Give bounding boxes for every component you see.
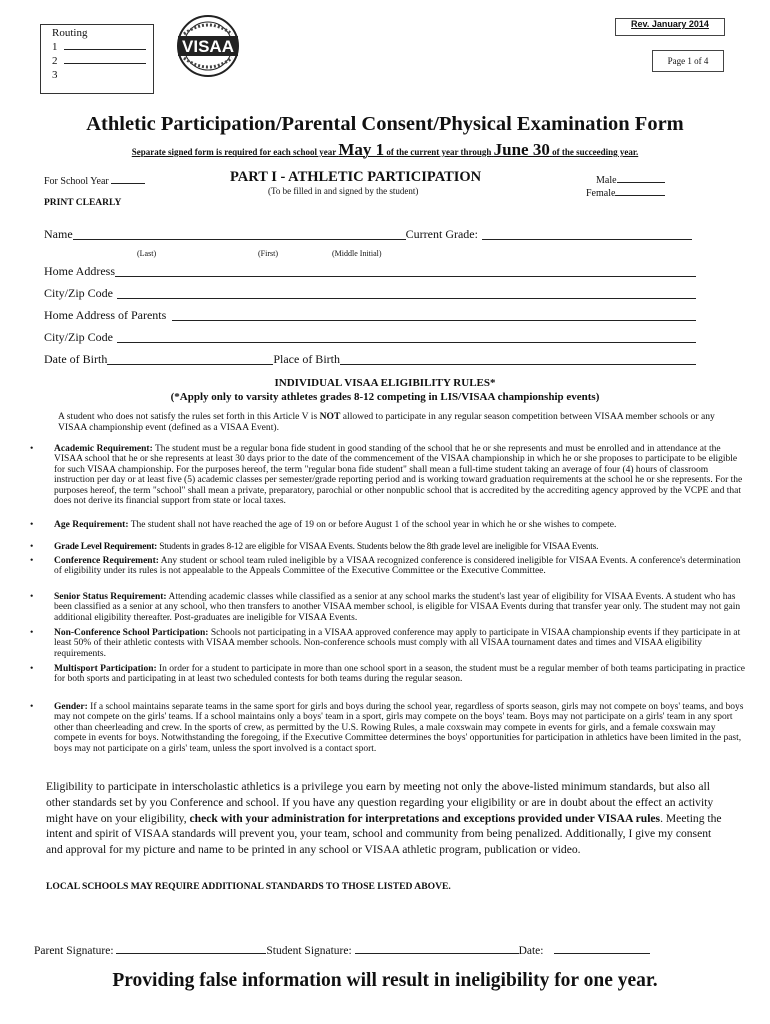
name-field[interactable]: Name Current Grade: (44, 227, 704, 242)
parents-city-zip-field[interactable]: City/Zip Code (44, 330, 696, 345)
birth-field[interactable]: Date of Birth Place of Birth (44, 352, 696, 367)
routing-line-3[interactable]: 3 (52, 69, 58, 81)
print-clearly-note: PRINT CLEARLY (44, 198, 122, 208)
date-label: Date: (518, 945, 544, 957)
bullet-icon: • (30, 702, 34, 712)
bullet-icon: • (30, 628, 34, 638)
signature-line (34, 943, 650, 957)
bullet-icon: • (30, 520, 34, 530)
routing-line-1[interactable]: 1 (52, 40, 153, 54)
rules-subheading: (*Apply only to varsity athletes grades 8-12 competing in LIS/VISAA championship events) (170, 391, 600, 403)
rules-intro: A student who does not satisfy the rules set forth in this Article V is NOT allowed to participate in any regular season competition between VISAA member schools or any VISAA championship event (defined as a VISAA Event). (58, 411, 715, 433)
visaa-logo (174, 14, 242, 78)
rule-multisport: • Multisport Participation: In order for a student to participate in more than one school sport in a season, the student must be a regular member of both teams participating in practice for both sports and participating in at least two scheduled contests for both teams during the regular season. (30, 664, 745, 685)
female-field[interactable]: Female (586, 186, 665, 199)
first-label: (First) (258, 249, 278, 258)
date-field[interactable] (554, 943, 650, 954)
rules-heading: INDIVIDUAL VISAA ELIGIBILITY RULES* (274, 377, 496, 389)
student-signature-label: Student Signature: (266, 945, 352, 957)
rule-senior-status: • Senior Status Requirement: Attending academic classes while classified as a senior at any school marks the student's last year of eligibility for VISAA Events. A student who has been classified as a senior at any school, who then transfers to another VISAA member school, is eligible for VISAA Events during that transfer year only. The student may not gain additional eligibility thereafter. Post-graduates are ineligible for VISAA Events. (30, 592, 741, 623)
rule-academic: • Academic Requirement: The student must be a regular bona fide student in good standing of the school that he or she represents and must be enrolled and in attendance at the VISAA school that he or she represents at least 30 days prior to the date of the commencement of the VISAA championship in which he or she proposes to participate to be eligible for such VISAA championship. For the purposes hereof, the term "regular bona fide student" shall mean a full-time student taking an average of four (4) hours of classroom instruction per day or at least five (5) academic classes per semester/grade reporting period and is working toward graduation requirements at the school he or she represents. For the purposes hereof, the term "school" shall mean a private, preparatory, parochial or other nonpublic school that is accredited by the accrediting agency approved by the VCPE and that does not derive its financial support from state or local taxes. (30, 444, 743, 507)
bullet-icon: • (30, 444, 34, 454)
part-heading: PART I - ATHLETIC PARTICIPATION (230, 169, 482, 185)
male-field[interactable]: Male (596, 173, 665, 186)
rule-conference: • Conference Requirement: Any student or school team ruled ineligible by a VISAA recognized conference is considered ineligible for VISAA Events. A conference's determination of eligibility under its rules is not appealable to the Appeals Committee of the Executive Committee or the Executive Committee. (30, 556, 741, 577)
city-zip-field[interactable]: City/Zip Code (44, 286, 696, 301)
routing-box (40, 24, 154, 94)
rule-grade-level: • Grade Level Requirement: Students in grades 8-12 are eligible for VISAA Events. Students below the 8th grade level are ineligible for VISAA Events. (30, 542, 599, 552)
home-address-field[interactable]: Home Address (44, 264, 696, 279)
svg-text:VISAA: VISAA (182, 37, 234, 56)
bullet-icon: • (30, 592, 34, 602)
form-subtitle: Separate signed form is required for each school year May 1 of the current year through June 30 of the succeeding year. (131, 140, 639, 159)
revision-box: Rev. January 2014 (615, 18, 725, 36)
student-signature-field[interactable] (355, 943, 519, 954)
page-indicator: Page 1 of 4 (652, 50, 724, 72)
bullet-icon: • (30, 664, 34, 674)
bullet-icon: • (30, 556, 34, 566)
routing-line-2[interactable]: 2 (52, 54, 153, 68)
local-schools-note: LOCAL SCHOOLS MAY REQUIRE ADDITIONAL STANDARDS TO THOSE LISTED ABOVE. (46, 881, 451, 892)
parent-signature-label: Parent Signature: (34, 945, 114, 957)
parents-address-field[interactable]: Home Address of Parents (44, 308, 696, 323)
last-label: (Last) (137, 249, 157, 258)
form-title: Athletic Participation/Parental Consent/Physical Examination Form (86, 113, 684, 135)
middle-label: (Middle Initial) (332, 249, 382, 258)
false-information-warning: Providing false information will result in ineligibility for one year. (112, 970, 658, 991)
school-year-field[interactable]: For School Year (44, 174, 145, 187)
routing-title: Routing (52, 27, 88, 39)
bullet-icon: • (30, 542, 34, 552)
rule-gender: • Gender: If a school maintains separate teams in the same sport for girls and boys during the school year, regardless of sports season, girls may not compete on boys' teams, and boys may not compete on the girls' teams. If a school maintains only a boys' team in a sport, girls may compete on the boys' team. Boys may not participate on a girls' team in any sport other than cheerleading and crew. In the sports of crew, as permitted by the U.S. Rowing Rules, a male coxswain may compete in events for girls, and a female coxswain may compete in events for boys. Notwithstanding the foregoing, if the Executive Committee determines the boys' opportunities for participation in athletics have been limited in the past, boys may not participate on a girls' team, unless the sport involved is a contact sport. (30, 702, 744, 754)
rule-non-conference: • Non-Conference School Participation: Schools not participating in a VISAA approved conference may apply to participate in VISAA championship events if they participate in at least 50% of their athletic contests with VISAA member schools. Non-conference schools must comply with all VISAA tournament dates and times and VISAA eligibility requirements. (30, 628, 741, 659)
part-note: (To be filled in and signed by the student) (268, 186, 419, 196)
rule-age: • Age Requirement: The student shall not have reached the age of 19 on or before August 1 of the school year in which he or she wishes to compete. (30, 520, 617, 530)
eligibility-statement: Eligibility to participate in interscholastic athletics is a privilege you earn by meeting not only the above-listed minimum standards, but also all other standards set by you Conference and school. If you have any question regarding your eligibility or are in doubt about the effect an activity might have on your eligibility, check with your administration for interpretations and exceptions provided under VISAA rules. Meeting the intent and spirit of VISAA standards will prevent you, your team, school and community from being penalized. Additionally, I give my consent and approval for my picture and name to be printed in any school or VISAA athletic program, publication or video. (46, 780, 722, 857)
parent-signature-field[interactable] (116, 943, 266, 954)
